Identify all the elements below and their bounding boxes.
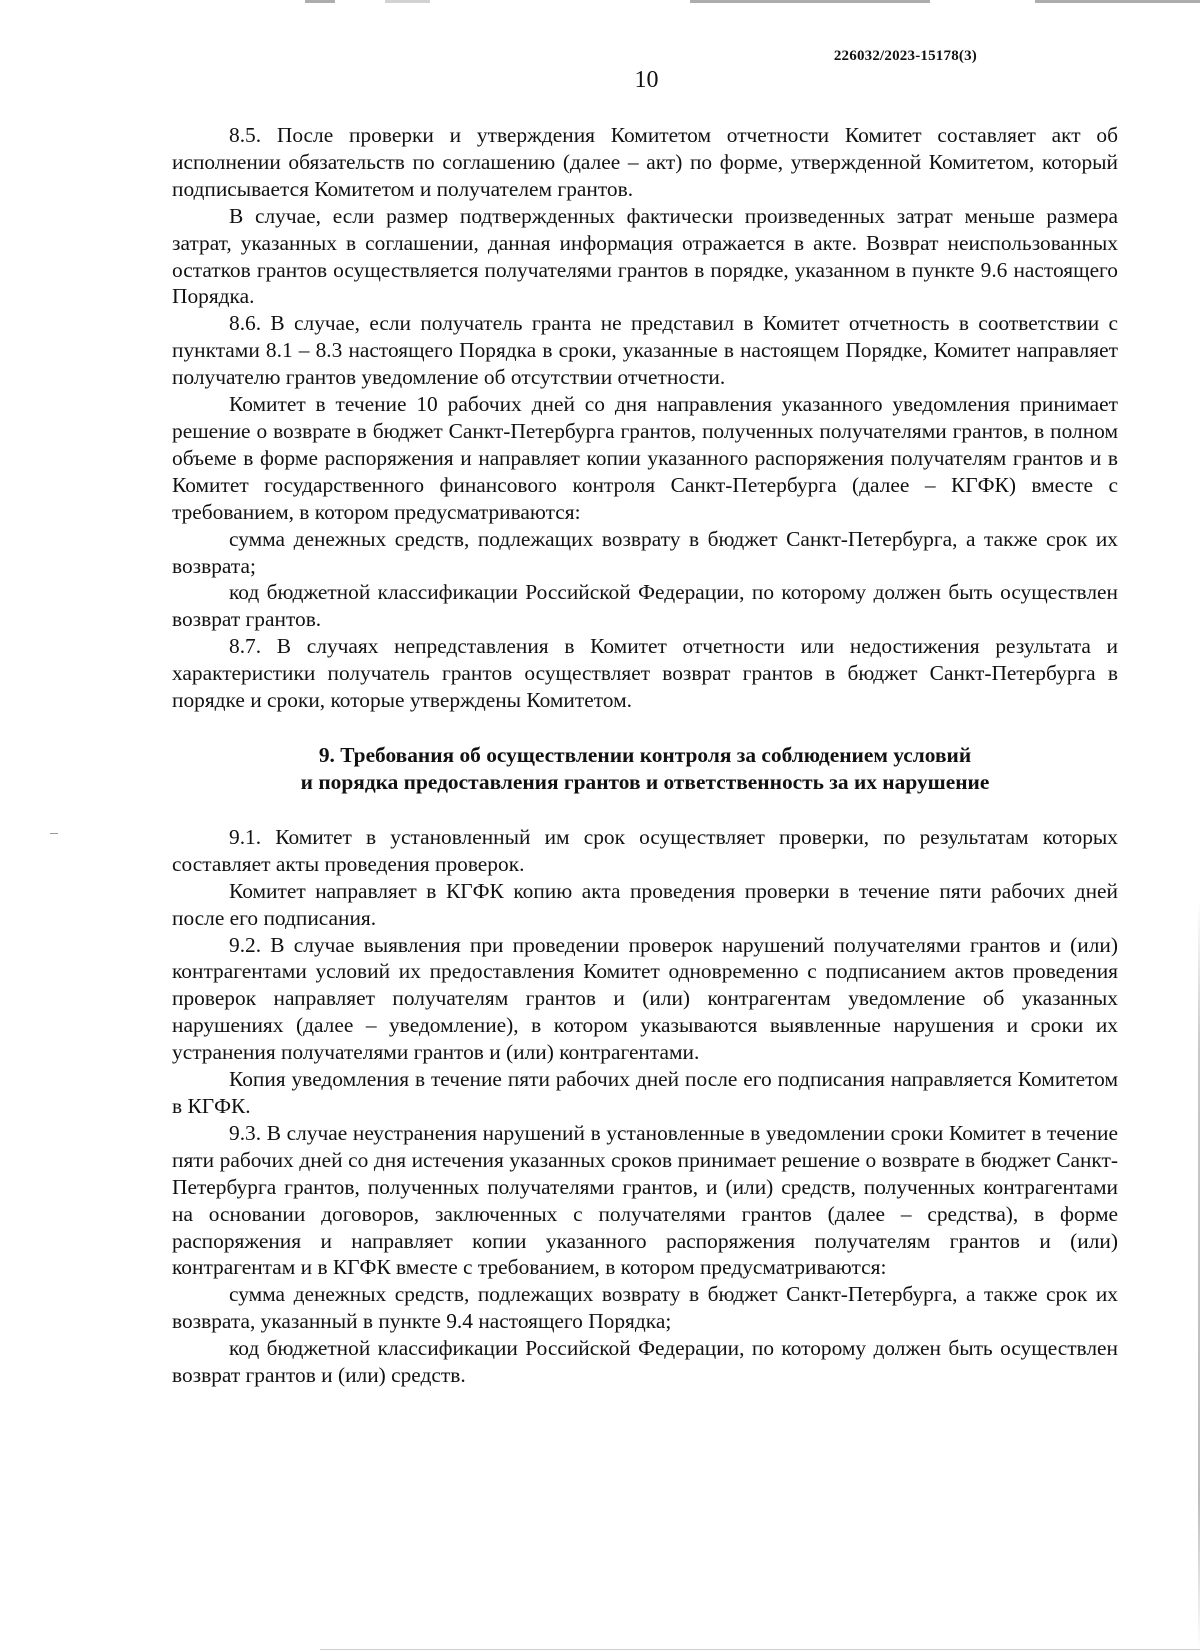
paragraph-9-2: 9.2. В случае выявления при проведении проверок нарушений получателями грантов и (или) контрагентами условий их предоставления Комитет одновременно с подписанием актов проведения проверок направляет получателям грантов и (или) контрагентам уведомление об указанных нарушениях (далее – уведомление), в котором указываются выявленные нарушения и сроки их устранения получателями грантов и (или) контрагентами. [172,932,1118,1065]
section-heading-9 [172,742,1118,796]
list-item: код бюджетной классификации Российской Федерации, по которому должен быть осуществлен возврат грантов и (или) средств. [172,1336,1118,1388]
list-item: код бюджетной классификации Российской Федерации, по которому должен быть осуществлен возврат грантов. [172,580,1118,632]
list-item: сумма денежных средств, подлежащих возврату в бюджет Санкт-Петербурга, а также срок их возврата; [172,526,1118,578]
paragraph-9-1: 9.1. Комитет в установленный им срок осуществляет проверки, по результатам которых составляет акты проведения проверок. [172,824,1118,876]
scan-margin-mark [50,833,58,834]
scan-artifact-top [0,0,1200,8]
section-heading-line: и порядка предоставления грантов и ответственность за их нарушение [300,769,990,794]
paragraph-9-3: 9.3. В случае неустранения нарушений в установленные в уведомлении сроки Комитет в течение пяти рабочих дней со дня истечения указанных сроков принимает решение о возврате в бюджет Санкт-Петербурга грантов, полученных получателями грантов, и (или) средств, полученных контрагентами на основании договоров, заключенных с получателями грантов (далее – средства), в форме распоряжения и направляет копии указанного распоряжения получателям грантов и (или) контрагентам и в КГФК вместе с требованием, в котором предусматриваются: [172,1120,1118,1280]
paragraph: Копия уведомления в течение пяти рабочих дней после его подписания направляется Комитетом в КГФК. [172,1067,1118,1118]
section-heading-line: 9. Требования об осуществлении контроля за соблюдением условий [318,742,972,767]
document-id: 226032/2023-15178(3) [833,48,977,64]
page-number: 10 [634,67,659,93]
paragraph-8-6: 8.6. В случае, если получатель гранта не представил в Комитет отчетность в соответствии с пунктами 8.1 – 8.3 настоящего Порядка в сроки, указанные в настоящем Порядке, Комитет направляет получателю грантов уведомление об отсутствии отчетности. [172,311,1118,390]
list-item: сумма денежных средств, подлежащих возврату в бюджет Санкт-Петербурга, а также срок их возврата, указанный в пункте 9.4 настоящего Порядка; [172,1282,1118,1334]
document-body [172,122,1118,1389]
paragraph-8-5: 8.5. После проверки и утверждения Комитетом отчетности Комитет составляет акт об исполнении обязательств по соглашению (далее – акт) по форме, утвержденной Комитетом, который подписывается Комитетом и получателем грантов. [172,123,1118,201]
paragraph: Комитет направляет в КГФК копию акта проведения проверки в течение пяти рабочих дней после его подписания. [172,878,1118,930]
paragraph-8-7: 8.7. В случаях непредставления в Комитет отчетности или недостижения результата и характеристики получатель грантов осуществляет возврат грантов в бюджет Санкт-Петербурга в порядке и сроки, которые утверждены Комитетом. [172,634,1118,713]
paragraph: В случае, если размер подтвержденных фактически произведенных затрат меньше размера затрат, указанных в соглашении, данная информация отражается в акте. Возврат неиспользованных остатков грантов осуществляется получателями грантов в порядке, указанном в пункте 9.6 настоящего Порядка. [172,203,1118,309]
paragraph: Комитет в течение 10 рабочих дней со дня направления указанного уведомления принимает решение о возврате в бюджет Санкт-Петербурга грантов, полученных получателями грантов, в полном объеме в форме распоряжения и направляет копии указанного распоряжения получателям грантов и в Комитет государственного финансового контроля Санкт-Петербурга (далее – КГФК) вместе с требованием, в котором предусматриваются: [172,392,1118,524]
